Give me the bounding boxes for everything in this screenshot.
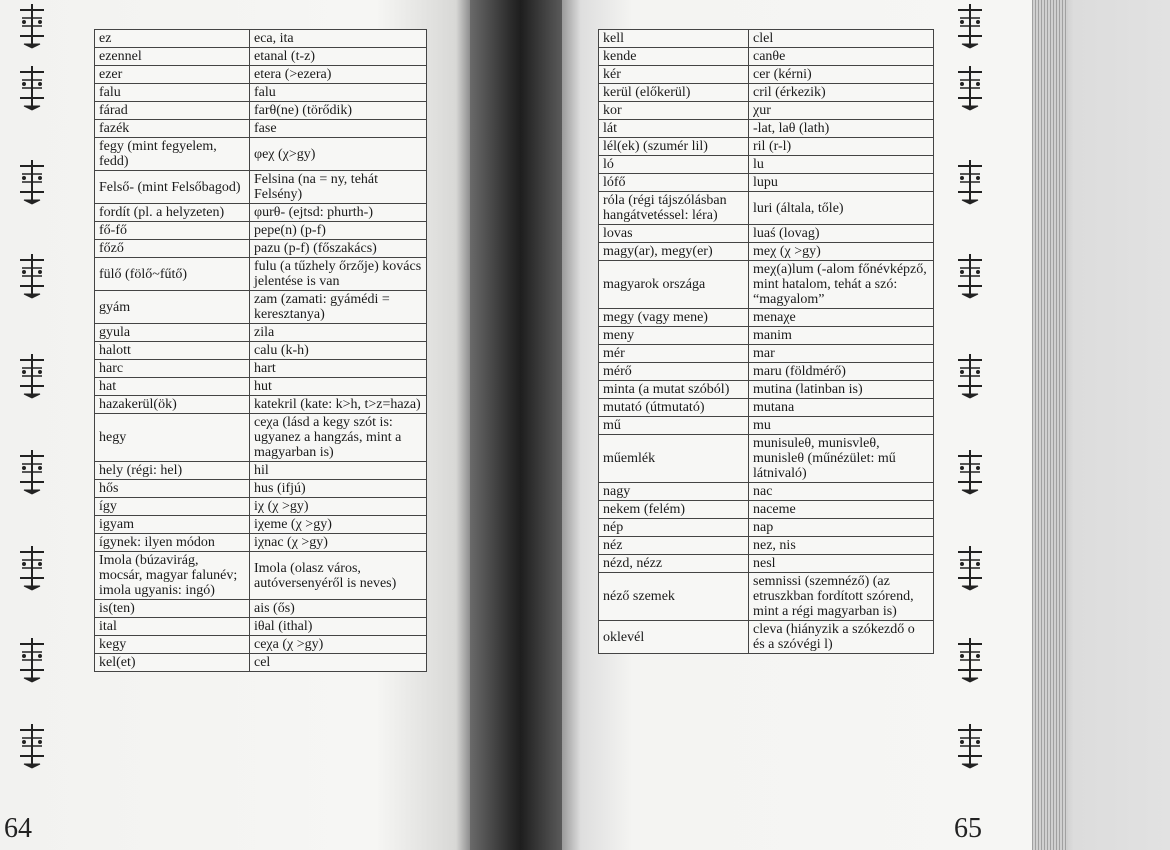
etruscan-term: iθal (ithal): [250, 618, 427, 636]
etruscan-term: luri (általa, tőle): [749, 192, 934, 225]
hungarian-term: is(ten): [95, 600, 250, 618]
hungarian-term: hat: [95, 378, 250, 396]
hungarian-term: mérő: [599, 363, 749, 381]
glossary-row: [599, 519, 934, 537]
hungarian-term: műemlék: [599, 435, 749, 483]
glossary-row: [95, 534, 427, 552]
hungarian-term: ezennel: [95, 48, 250, 66]
glossary-row: [95, 378, 427, 396]
glossary-row: [95, 414, 427, 462]
glossary-row: [95, 30, 427, 48]
glossary-row: [599, 138, 934, 156]
hungarian-term: mutató (útmutató): [599, 399, 749, 417]
hungarian-term: meny: [599, 327, 749, 345]
glossary-row: [599, 483, 934, 501]
etruscan-term: zam (zamati: gyámédi = keresztanya): [250, 291, 427, 324]
etruscan-term: canθe: [749, 48, 934, 66]
hungarian-term: hegy: [95, 414, 250, 462]
glossary-row: [95, 552, 427, 600]
glossary-row: [599, 537, 934, 555]
hungarian-term: kegy: [95, 636, 250, 654]
glossary-row: [599, 417, 934, 435]
glossary-row: [95, 222, 427, 240]
glossary-row: [599, 243, 934, 261]
etruscan-term: cer (kérni): [749, 66, 934, 84]
etruscan-term: menaχe: [749, 309, 934, 327]
etruscan-term: mutana: [749, 399, 934, 417]
hungarian-term: lovas: [599, 225, 749, 243]
hungarian-term: mű: [599, 417, 749, 435]
etruscan-term: luaś (lovag): [749, 225, 934, 243]
glossary-row: [95, 498, 427, 516]
etruscan-term: falu: [250, 84, 427, 102]
glossary-row: [95, 84, 427, 102]
hungarian-term: róla (régi tájszólásban hangátvetéssel: léra): [599, 192, 749, 225]
hungarian-term: kér: [599, 66, 749, 84]
etruscan-term: pepe(n) (p-f): [250, 222, 427, 240]
page-number-left: 64: [4, 813, 32, 844]
etruscan-term: iχeme (χ >gy): [250, 516, 427, 534]
glossary-row: [95, 396, 427, 414]
glossary-row: [599, 48, 934, 66]
glossary-row: [599, 621, 934, 654]
etruscan-term: nac: [749, 483, 934, 501]
etruscan-term: lu: [749, 156, 934, 174]
hungarian-term: oklevél: [599, 621, 749, 654]
glossary-row: [599, 501, 934, 519]
etruscan-term: mutina (latinban is): [749, 381, 934, 399]
hungarian-term: fő-fő: [95, 222, 250, 240]
etruscan-term: hil: [250, 462, 427, 480]
hungarian-term: főző: [95, 240, 250, 258]
hungarian-term: megy (vagy mene): [599, 309, 749, 327]
glossary-row: [95, 240, 427, 258]
hungarian-term: nagy: [599, 483, 749, 501]
hungarian-term: hazakerül(ök): [95, 396, 250, 414]
etruscan-term: mu: [749, 417, 934, 435]
glossary-row: [599, 309, 934, 327]
book-gutter: [470, 0, 562, 850]
etruscan-term: cleva (hiányzik a szókezdő o és a szóvégi l): [749, 621, 934, 654]
etruscan-term: meχ (χ >gy): [749, 243, 934, 261]
glossary-row: [95, 654, 427, 672]
hungarian-term: fegy (mint fegyelem, fedd): [95, 138, 250, 171]
glossary-row: [95, 102, 427, 120]
etruscan-term: ceχa (lásd a kegy szót is: ugyanez a hangzás, mint a magyarban is): [250, 414, 427, 462]
hungarian-term: fárad: [95, 102, 250, 120]
etruscan-term: munisuleθ, munisvleθ, munisleθ (műnézület: mű látnivaló): [749, 435, 934, 483]
etruscan-term: ais (ős): [250, 600, 427, 618]
page-number-right: 65: [954, 813, 982, 844]
glossary-row: [95, 204, 427, 222]
hungarian-term: ezer: [95, 66, 250, 84]
hungarian-term: gyám: [95, 291, 250, 324]
glossary-row: [95, 360, 427, 378]
ornament-column-left: [12, 0, 52, 770]
etruscan-term: cel: [250, 654, 427, 672]
etruscan-term: nez, nis: [749, 537, 934, 555]
glossary-row: [95, 48, 427, 66]
right-page: [562, 0, 1032, 850]
glossary-row: [599, 381, 934, 399]
etruscan-term: lupu: [749, 174, 934, 192]
glossary-row: [95, 138, 427, 171]
hungarian-term: Imola (búzavirág, mocsár, magyar falunév; imola ugyanis: ingó): [95, 552, 250, 600]
etruscan-term: mar: [749, 345, 934, 363]
etruscan-term: clel: [749, 30, 934, 48]
etruscan-term: Felsina (na = ny, tehát Felsény): [250, 171, 427, 204]
etruscan-term: maru (földmérő): [749, 363, 934, 381]
etruscan-term: katekril (kate: k>h, t>z=haza): [250, 396, 427, 414]
glossary-row: [95, 291, 427, 324]
glossary-row: [599, 435, 934, 483]
hungarian-term: ígynek: ilyen módon: [95, 534, 250, 552]
etruscan-term: φeχ (χ>gy): [250, 138, 427, 171]
etruscan-term: nap: [749, 519, 934, 537]
glossary-row: [95, 636, 427, 654]
hungarian-term: ez: [95, 30, 250, 48]
etruscan-term: naceme: [749, 501, 934, 519]
hungarian-term: fazék: [95, 120, 250, 138]
glossary-row: [599, 192, 934, 225]
etruscan-term: -lat, laθ (lath): [749, 120, 934, 138]
etruscan-term: nesl: [749, 555, 934, 573]
etruscan-term: hut: [250, 378, 427, 396]
hungarian-term: mér: [599, 345, 749, 363]
hungarian-term: nép: [599, 519, 749, 537]
etruscan-term: zila: [250, 324, 427, 342]
glossary-row: [95, 600, 427, 618]
glossary-row: [599, 30, 934, 48]
etruscan-term: hus (ifjú): [250, 480, 427, 498]
page-edges: [1032, 0, 1170, 850]
hungarian-term: lát: [599, 120, 749, 138]
hungarian-term: nekem (felém): [599, 501, 749, 519]
hungarian-term: magyarok országa: [599, 261, 749, 309]
hungarian-term: hely (régi: hel): [95, 462, 250, 480]
etruscan-term: fulu (a tűzhely őrzője) kovács jelentése is van: [250, 258, 427, 291]
hungarian-term: minta (a mutat szóból): [599, 381, 749, 399]
etruscan-term: manim: [749, 327, 934, 345]
etruscan-term: meχ(a)lum (-alom főnévképző, mint hatalom, tehát a szó: “magyalom”: [749, 261, 934, 309]
hungarian-term: kende: [599, 48, 749, 66]
hungarian-term: igyam: [95, 516, 250, 534]
hungarian-term: fordít (pl. a helyzeten): [95, 204, 250, 222]
glossary-row: [599, 174, 934, 192]
ornament-column-right: [950, 0, 990, 770]
glossary-row: [95, 258, 427, 291]
hungarian-term: néz: [599, 537, 749, 555]
hungarian-term: nézd, nézz: [599, 555, 749, 573]
hungarian-term: magy(ar), megy(er): [599, 243, 749, 261]
etruscan-term: calu (k-h): [250, 342, 427, 360]
etruscan-term: ril (r-l): [749, 138, 934, 156]
glossary-row: [95, 342, 427, 360]
glossary-row: [599, 84, 934, 102]
etruscan-term: ceχa (χ >gy): [250, 636, 427, 654]
hungarian-term: lél(ek) (szumér lil): [599, 138, 749, 156]
hungarian-term: hős: [95, 480, 250, 498]
hungarian-term: néző szemek: [599, 573, 749, 621]
glossary-row: [599, 120, 934, 138]
etruscan-term: farθ(ne) (törődik): [250, 102, 427, 120]
etruscan-term: iχ (χ >gy): [250, 498, 427, 516]
hungarian-term: lófő: [599, 174, 749, 192]
glossary-row: [599, 345, 934, 363]
hungarian-term: Felső- (mint Felsőbagod): [95, 171, 250, 204]
glossary-row: [599, 573, 934, 621]
glossary-row: [95, 516, 427, 534]
etruscan-term: hart: [250, 360, 427, 378]
hungarian-term: halott: [95, 342, 250, 360]
glossary-row: [599, 555, 934, 573]
glossary-row: [599, 327, 934, 345]
left-page: [0, 0, 470, 850]
glossary-table-left: [94, 29, 427, 672]
glossary-row: [95, 618, 427, 636]
hungarian-term: ital: [95, 618, 250, 636]
glossary-row: [599, 156, 934, 174]
glossary-table-right: [598, 29, 934, 654]
etruscan-term: etera (>ezera): [250, 66, 427, 84]
hungarian-term: gyula: [95, 324, 250, 342]
glossary-row: [599, 261, 934, 309]
hungarian-term: fülő (fölő~fűtő): [95, 258, 250, 291]
etruscan-term: χur: [749, 102, 934, 120]
etruscan-term: iχnac (χ >gy): [250, 534, 427, 552]
glossary-row: [599, 399, 934, 417]
hungarian-term: kor: [599, 102, 749, 120]
glossary-row: [599, 102, 934, 120]
glossary-row: [95, 324, 427, 342]
hungarian-term: ló: [599, 156, 749, 174]
glossary-row: [95, 462, 427, 480]
hungarian-term: kell: [599, 30, 749, 48]
etruscan-term: φurθ- (ejtsd: phurth-): [250, 204, 427, 222]
glossary-row: [599, 225, 934, 243]
hungarian-term: harc: [95, 360, 250, 378]
hungarian-term: kerül (előkerül): [599, 84, 749, 102]
glossary-row: [95, 480, 427, 498]
etruscan-term: eca, ita: [250, 30, 427, 48]
etruscan-term: semnissi (szemnéző) (az etruszkban fordított szórend, mint a régi magyarban is): [749, 573, 934, 621]
etruscan-term: cril (érkezik): [749, 84, 934, 102]
glossary-row: [95, 171, 427, 204]
glossary-row: [599, 66, 934, 84]
hungarian-term: falu: [95, 84, 250, 102]
hungarian-term: így: [95, 498, 250, 516]
glossary-row: [599, 363, 934, 381]
etruscan-term: pazu (p-f) (főszakács): [250, 240, 427, 258]
glossary-row: [95, 120, 427, 138]
glossary-row: [95, 66, 427, 84]
etruscan-term: fase: [250, 120, 427, 138]
etruscan-term: etanal (t-z): [250, 48, 427, 66]
etruscan-term: Imola (olasz város, autóversenyéről is neves): [250, 552, 427, 600]
hungarian-term: kel(et): [95, 654, 250, 672]
